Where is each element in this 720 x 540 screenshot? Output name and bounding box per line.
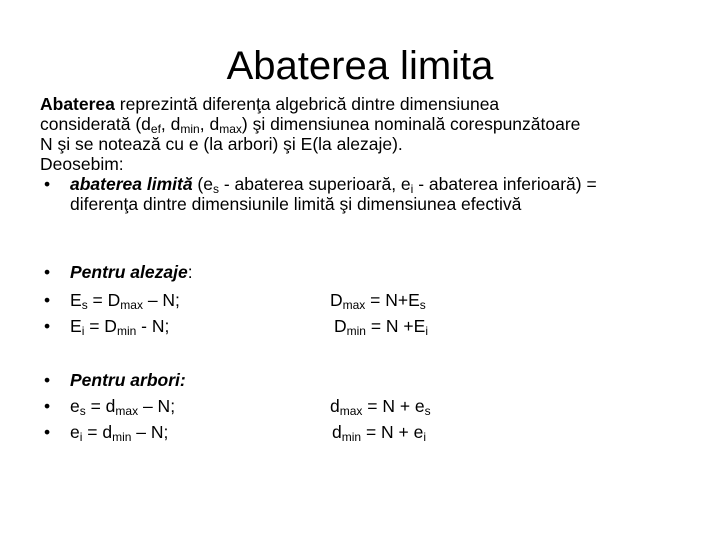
subscript: max [219, 122, 242, 136]
subscript: i [81, 324, 85, 338]
intro-line-4: Deosebim: [40, 154, 124, 174]
formula-text: = d [85, 396, 116, 416]
subscript: s [419, 298, 426, 312]
formula-text: = N + e [361, 422, 424, 442]
intro-text: ) şi dimensiunea nominală corespunzătoare [241, 114, 581, 134]
subscript: ef [150, 122, 161, 136]
subscript: min [341, 430, 362, 444]
formula-dmin [332, 422, 426, 442]
formula-dmax [330, 396, 431, 416]
intro-text: considerată (d [40, 114, 151, 134]
formula-text: E [70, 290, 82, 310]
bullet-icon: • [44, 370, 51, 390]
formula-text: – N; [138, 396, 176, 416]
intro-text: reprezintă diferenţa algebrică dintre dimensiunea [114, 94, 500, 114]
bullet-text: (e [192, 174, 213, 194]
bullet-arbori-heading [44, 370, 186, 390]
subscript: max [339, 404, 363, 418]
intro-line-3: N şi se notează cu e (la arbori) şi E(la alezaje). [40, 134, 403, 154]
term-abaterea: Abaterea [40, 94, 115, 114]
subscript: max [342, 298, 366, 312]
formula-text: = N+E [365, 290, 420, 310]
subscript: min [112, 430, 132, 444]
intro-text: , d [160, 114, 181, 134]
bullet-icon: • [44, 174, 51, 194]
subscript: s [79, 404, 86, 418]
formula-es [44, 396, 175, 416]
formula-text: = d [82, 422, 113, 442]
formula-text: D [330, 290, 343, 310]
formula-text: D [334, 316, 347, 336]
subscript: s [81, 298, 88, 312]
bullet-icon: • [44, 262, 51, 282]
subscript: i [425, 324, 428, 338]
formula-text: = D [87, 290, 121, 310]
intro-line-1 [40, 94, 690, 114]
formula-text: d [332, 422, 342, 442]
subscript: min [180, 122, 200, 136]
subscript: s [424, 404, 431, 418]
formula-text: - N; [136, 316, 170, 336]
bullet-text: - abaterea superioară, e [219, 174, 411, 194]
heading-alezaje: Pentru alezaje [70, 262, 188, 282]
formula-Es [44, 290, 180, 310]
colon: : [187, 262, 193, 282]
subscript: max [115, 404, 139, 418]
formula-text: – N; [131, 422, 169, 442]
subscript: min [116, 324, 137, 338]
intro-line-2 [40, 114, 690, 134]
bullet-continuation: diferenţa dintre dimensiunile limită şi dimensiunea efectivă [70, 194, 522, 214]
bullet-abaterea-limita [44, 174, 597, 194]
formula-ei [44, 422, 168, 442]
subscript: i [423, 430, 427, 444]
heading-arbori: Pentru arbori: [70, 370, 186, 390]
intro-text: , d [199, 114, 220, 134]
bullet-icon: • [44, 396, 51, 416]
subscript: s [213, 182, 219, 196]
formula-text: – N; [142, 290, 180, 310]
subscript: i [79, 430, 83, 444]
formula-Dmax [330, 290, 426, 310]
term-abaterea-limita: abaterea limită [70, 174, 193, 194]
formula-text: = N + e [362, 396, 425, 416]
formula-text: E [70, 316, 82, 336]
bullet-icon: • [44, 316, 51, 336]
formula-Dmin [334, 316, 428, 336]
slide-title: Abaterea limita [226, 44, 494, 88]
subscript: min [346, 324, 366, 338]
formula-text: d [330, 396, 340, 416]
formula-text: = D [84, 316, 117, 336]
intro-paragraph [40, 94, 690, 174]
bullet-icon: • [44, 422, 51, 442]
formula-text: e [70, 396, 80, 416]
subscript: max [120, 298, 143, 312]
formula-text: e [70, 422, 80, 442]
bullet-alezaje-heading [44, 262, 193, 282]
bullet-text: - abaterea inferioară) = [413, 174, 597, 194]
formula-Ei [44, 316, 169, 336]
bullet-icon: • [44, 290, 51, 310]
subscript: i [410, 182, 414, 196]
formula-text: = N +E [365, 316, 426, 336]
